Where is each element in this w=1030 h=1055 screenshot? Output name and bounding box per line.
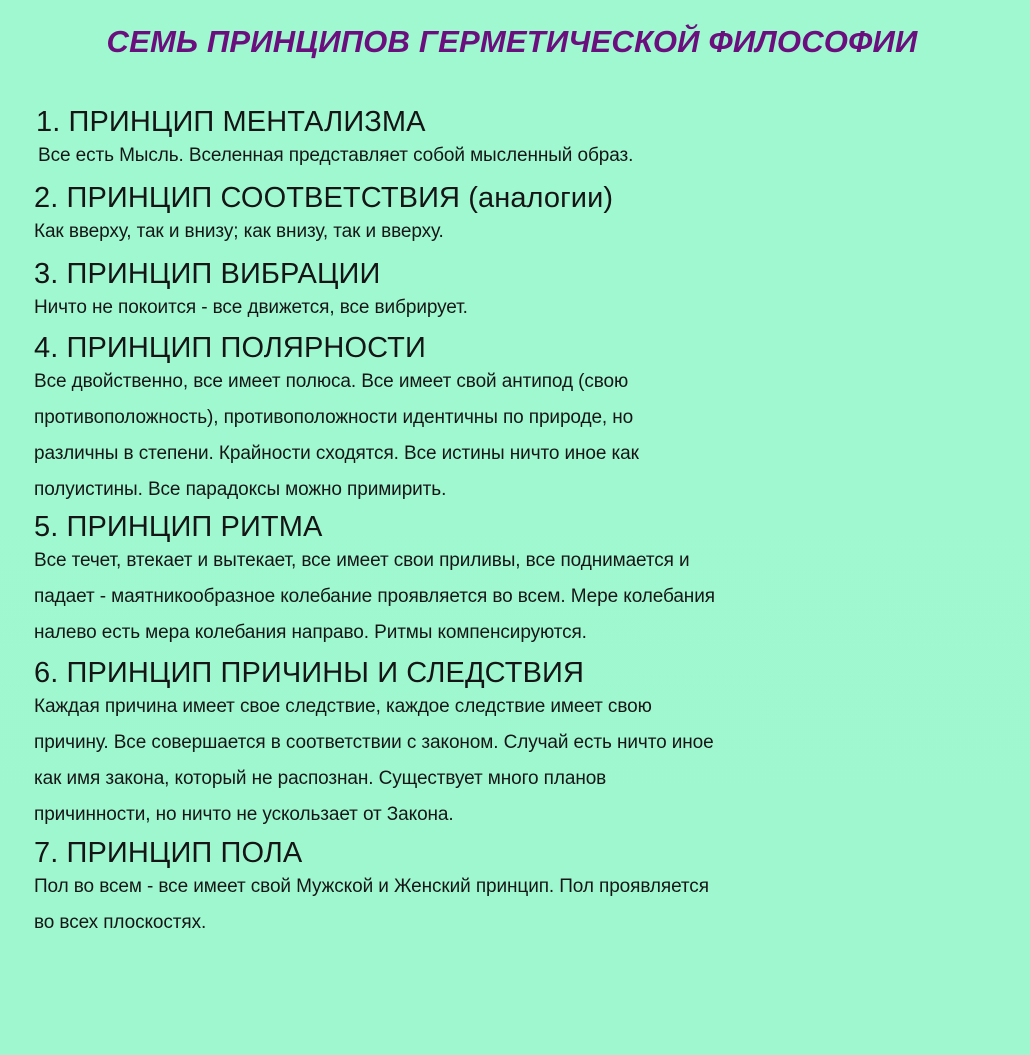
description-line: Все течет, втекает и вытекает, все имеет свои приливы, все поднимается и [34, 550, 690, 571]
description-line: противоположность), противоположности идентичны по природе, но [34, 407, 634, 428]
principle-heading: 4. ПРИНЦИП ПОЛЯРНОСТИ [34, 332, 426, 364]
principle-heading: 7. ПРИНЦИП ПОЛА [34, 837, 303, 869]
principle-correspondence [34, 182, 1000, 250]
principle-cause-effect [34, 657, 1000, 833]
description-line: падает - маятникообразное колебание проявляется во всем. Мере колебания [34, 586, 715, 607]
principle-description [34, 543, 1000, 651]
description-line: как имя закона, который не распознан. Существует много планов [34, 768, 607, 789]
description-line: Все двойственно, все имеет полюса. Все имеет свой антипод (свою [34, 371, 629, 392]
principle-description [34, 214, 1000, 250]
principle-description [34, 689, 1000, 833]
description-line: Как вверху, так и внизу; как внизу, так и вверху. [34, 221, 444, 242]
description-line: полуистины. Все парадоксы можно примирить. [34, 479, 447, 500]
principle-rhythm [34, 511, 1000, 651]
principle-vibration [34, 258, 1000, 326]
principle-description [38, 138, 1000, 174]
description-line: Ничто не покоится - все движется, все вибрирует. [34, 297, 468, 318]
principle-heading: 3. ПРИНЦИП ВИБРАЦИИ [34, 258, 381, 290]
principle-description [34, 869, 1000, 941]
description-line: Все есть Мысль. Вселенная представляет собой мысленный образ. [38, 145, 634, 166]
page-title: СЕМЬ ПРИНЦИПОВ ГЕРМЕТИЧЕСКОЙ ФИЛОСОФИИ [106, 24, 918, 59]
principle-gender [34, 837, 1000, 941]
description-line: причину. Все совершается в соответствии с законом. Случай есть ничто иное [34, 732, 714, 753]
principle-heading: 2. ПРИНЦИП СООТВЕТСТВИЯ (аналогии) [34, 182, 614, 214]
description-line: различны в степени. Крайности сходятся. Все истины ничто иное как [34, 443, 639, 464]
description-line: налево есть мера колебания направо. Ритмы компенсируются. [34, 622, 587, 643]
principle-description [34, 290, 1000, 326]
principle-heading: 6. ПРИНЦИП ПРИЧИНЫ И СЛЕДСТВИЯ [34, 657, 585, 689]
principle-polarity [34, 332, 1000, 508]
principle-mentalism [34, 106, 1000, 174]
description-line: Пол во всем - все имеет свой Мужской и Женский принцип. Пол проявляется [34, 876, 709, 897]
principle-heading: 5. ПРИНЦИП РИТМА [34, 511, 323, 543]
principle-heading: 1. ПРИНЦИП МЕНТАЛИЗМА [36, 106, 426, 138]
principle-description [34, 364, 1000, 508]
description-line: во всех плоскостях. [34, 912, 207, 933]
description-line: причинности, но ничто не ускользает от Закона. [34, 804, 454, 825]
description-line: Каждая причина имеет свое следствие, каждое следствие имеет свою [34, 696, 652, 717]
